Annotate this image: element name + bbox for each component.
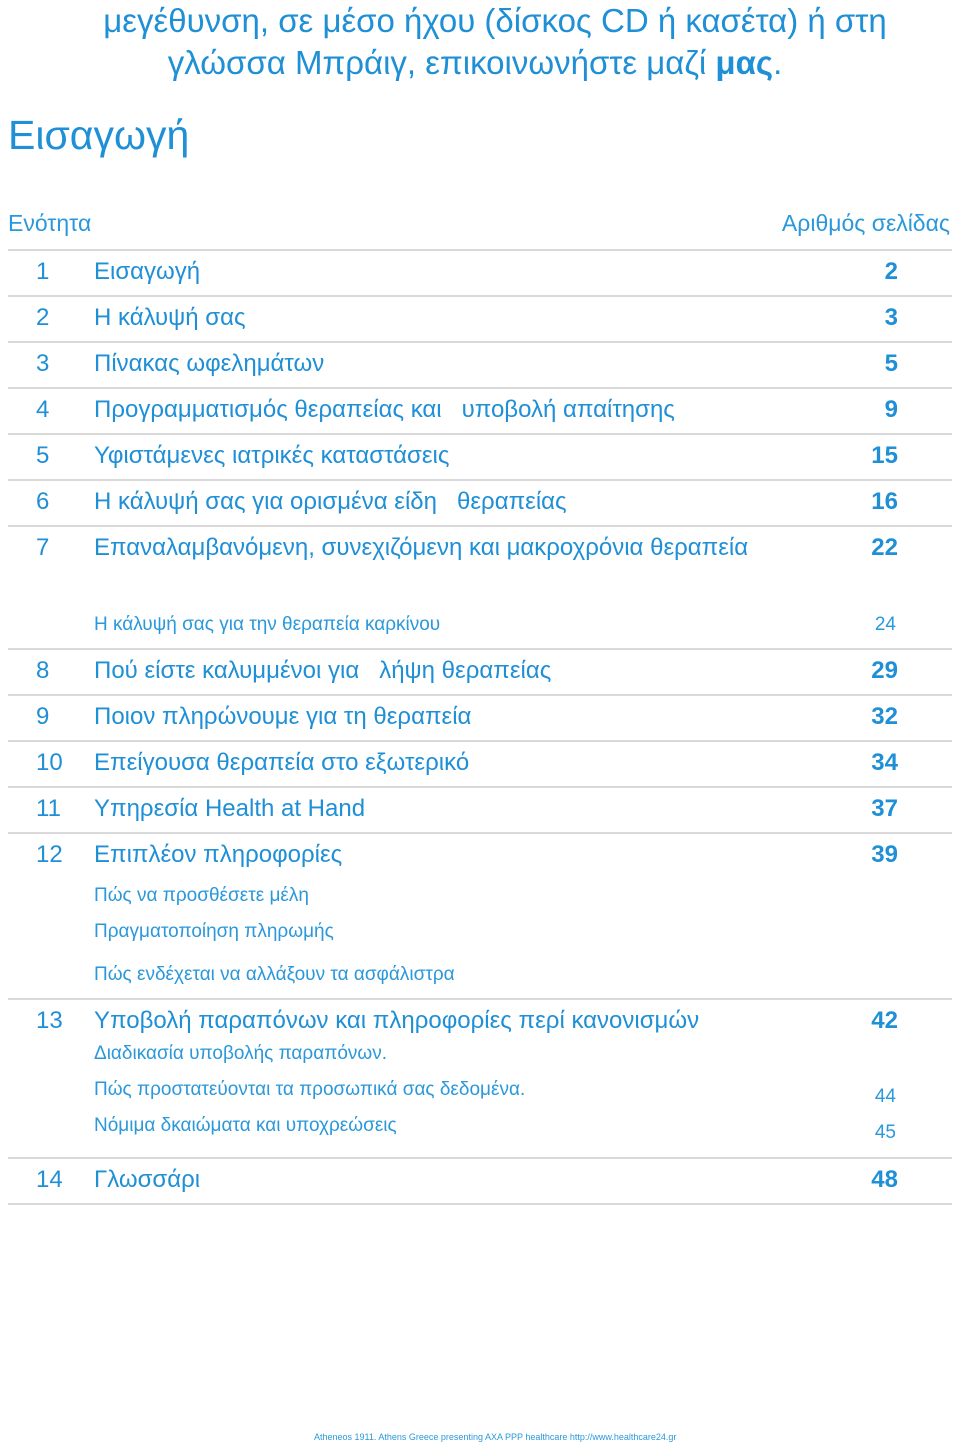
toc-page: 22 [871, 534, 898, 561]
divider [8, 998, 952, 1000]
divider [8, 648, 952, 650]
toc-label: Υποβολή παραπόνων και πληροφορίες περί κανονισμών [94, 1007, 700, 1034]
toc-number: 5 [36, 442, 50, 469]
toc-page: 5 [884, 350, 898, 377]
toc-sub-page: 45 [874, 1122, 896, 1143]
toc-number: 11 [36, 795, 61, 822]
toc-number: 10 [36, 749, 63, 776]
toc-sub-label: Πώς προστατεύονται τα προσωπικά σας δεδομένα. [94, 1079, 526, 1100]
toc-number: 12 [36, 841, 63, 868]
toc-sub-page: 24 [874, 614, 896, 635]
divider [8, 786, 952, 788]
toc-sub-label: Νόμιμα δκαιώματα και υποχρεώσεις [94, 1115, 397, 1136]
toc-sub-label: Πραγματοποίηση πληρωμής [94, 921, 334, 942]
toc-page: 39 [871, 841, 898, 868]
toc-page: 48 [871, 1166, 898, 1193]
toc-page: 42 [871, 1007, 898, 1034]
toc-number: 2 [36, 304, 50, 331]
intro-line-1: μεγέθυνση, σε μέσο ήχου (δίσκος CD ή κασέτα) ή στη [103, 2, 887, 39]
divider [8, 295, 952, 297]
toc-label: Η κάλυψή σας για ορισμένα είδη θεραπείας [94, 488, 567, 515]
toc-page: 3 [884, 304, 898, 331]
toc-label: Γλωσσάρι [94, 1166, 201, 1193]
toc-label: Επιπλέον πληροφορίες [94, 841, 343, 868]
divider [8, 740, 952, 742]
toc-label: Η κάλυψή σας [94, 304, 246, 331]
toc-page: 9 [884, 396, 898, 423]
divider [8, 479, 952, 481]
toc-label: Υφιστάμενες ιατρικές καταστάσεις [94, 442, 450, 469]
toc-sub-label: Πώς ενδέχεται να αλλάξουν τα ασφάλιστρα [94, 964, 455, 985]
toc-number: 3 [36, 350, 50, 377]
toc-number: 4 [36, 396, 50, 423]
divider [8, 694, 952, 696]
intro-line-2-end: . [773, 44, 783, 81]
toc-label: Επείγουσα θεραπεία στο εξωτερικό [94, 749, 470, 776]
divider [8, 387, 952, 389]
toc-number: 7 [36, 534, 50, 561]
toc-number: 1 [36, 258, 50, 285]
page-title: Εισαγωγή [8, 112, 190, 158]
footer-text: Atheneos 1911. Athens Greece presenting AXA PPP healthcare http://www.healthcare24.gr [314, 1432, 677, 1442]
toc-label: Προγραμματισμός θεραπείας και υποβολή απαίτησης [94, 396, 675, 423]
toc-label: Υπηρεσία Health at Hand [94, 795, 366, 822]
divider [8, 525, 952, 527]
toc-page: 34 [871, 749, 898, 776]
intro-line-2-text: γλώσσα Μπράιγ, επικοινωνήστε μαζί [167, 44, 716, 81]
toc-page: 29 [871, 657, 898, 684]
toc-page: 15 [871, 442, 898, 469]
toc-page: 16 [871, 488, 898, 515]
toc-page: 32 [871, 703, 898, 730]
toc-number: 14 [36, 1166, 63, 1193]
divider [8, 249, 952, 251]
toc-label: Εισαγωγή [94, 258, 201, 285]
toc-label: Ποιον πληρώνουμε για τη θεραπεία [94, 703, 472, 730]
toc-label: Επαναλαμβανόμενη, συνεχιζόμενη και μακροχρόνια θεραπεία [94, 534, 749, 561]
toc-sub-label: Πώς να προσθέσετε μέλη [94, 885, 309, 906]
toc-label: Πίνακας ωφελημάτων [94, 350, 325, 377]
toc-label: Πού είστε καλυμμένοι για λήψη θεραπείας [94, 657, 552, 684]
page-column-header: Αριθμός σελίδας [781, 210, 950, 236]
toc-number: 9 [36, 703, 50, 730]
divider [8, 832, 952, 834]
toc-page: 2 [884, 258, 898, 285]
divider [8, 433, 952, 435]
intro-text [0, 0, 960, 84]
divider [8, 1203, 952, 1205]
intro-line-2 [0, 42, 960, 84]
toc-number: 13 [36, 1007, 63, 1034]
divider [8, 341, 952, 343]
toc-page: 37 [871, 795, 898, 822]
divider [8, 1157, 952, 1159]
intro-line-2-bold: μας [715, 44, 774, 81]
toc-sub-label: Η κάλυψή σας για την θεραπεία καρκίνου [94, 614, 441, 635]
toc-number: 8 [36, 657, 50, 684]
section-column-header: Ενότητα [8, 210, 92, 236]
toc-number: 6 [36, 488, 50, 515]
toc-sub-label: Διαδικασία υποβολής παραπόνων. [94, 1043, 387, 1064]
toc-sub-page: 44 [874, 1086, 896, 1107]
